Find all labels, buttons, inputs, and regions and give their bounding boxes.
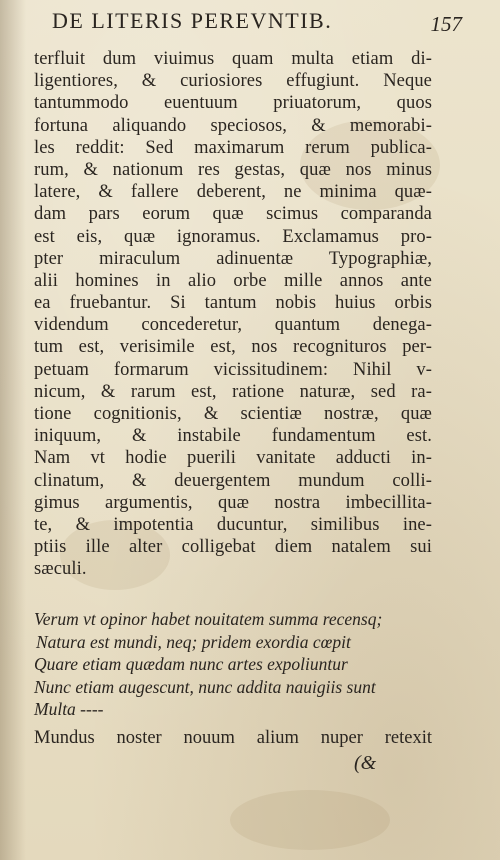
- text-line: est eis, quæ ignoramus. Exclamamus pro-: [34, 226, 432, 247]
- text-line: dam pars eorum quæ scimus comparanda: [34, 204, 432, 225]
- closing-text: [34, 726, 432, 750]
- text-line: tantummodo euentuum priuatorum, quos: [34, 93, 432, 114]
- text-line: ea fruebantur. Si tantum nobis huius orbis: [34, 293, 432, 314]
- verse-line: Natura est mundi, neq; pridem exordia cœpit: [36, 631, 351, 652]
- text-line: gimus argumentis, quæ nostra imbecillita-: [34, 492, 432, 513]
- text-line: latere, & fallere deberent, ne minima quæ-: [34, 182, 432, 203]
- text-line: petuam formarum vicissitudinem: Nihil v-: [34, 359, 432, 380]
- verse-line: Multa ----: [34, 699, 104, 719]
- text-line: fortuna aliquando speciosos, & memorabi-: [34, 115, 432, 136]
- text-line: pter miraculum adinuentæ Typographiæ,: [34, 248, 432, 269]
- text-line: tione cognitionis, & scientiæ nostræ, quæ: [34, 404, 432, 424]
- text-line: les reddit: Sed maximarum rerum publica-: [34, 137, 432, 158]
- text-line: tum est, verisimile est, nos recognituros per-: [34, 337, 432, 358]
- running-head: DE LITERIS PEREVNTIB.: [52, 8, 333, 33]
- body-text: [34, 48, 432, 581]
- paper-stain: [230, 790, 390, 850]
- verse-line: Verum vt opinor habet nouitatem summa recensq;: [34, 609, 383, 629]
- gutter-shadow: [0, 0, 26, 860]
- text-line: ptiis ille alter colligebat diem natalem sui: [34, 537, 432, 558]
- page-header: [52, 8, 462, 42]
- verse-line: Nunc etiam augescunt, nunc addita nauigiis sunt: [34, 676, 376, 697]
- text-line: sæculi.: [34, 559, 87, 580]
- text-line: terfluit dum viuimus quam multa etiam di-: [34, 49, 432, 69]
- text-line: videndum concederetur, quantum denega-: [34, 315, 432, 336]
- text-line: Nam vt hodie puerili vanitate adducti in-: [34, 448, 432, 469]
- text-line: nicum, & rarum est, ratione naturæ, sed ra-: [34, 381, 432, 402]
- text-line: te, & impotentia ducuntur, similibus ine-: [34, 514, 432, 535]
- page-number: 157: [430, 12, 462, 36]
- verse-line: Quare etiam quædam nunc artes expoliuntur: [34, 654, 348, 674]
- text-line: ligentiores, & curiosiores effugiunt. Neque: [34, 71, 432, 92]
- text-line: iniquum, & instabile fundamentum est.: [34, 426, 432, 447]
- catchword: (&: [354, 752, 377, 774]
- verse-quotation: [34, 608, 414, 721]
- text-line: rum, & nationum res gestas, quæ nos minus: [34, 159, 432, 180]
- closing-line: Mundus noster nouum alium nuper retexit: [34, 728, 432, 748]
- text-line: clinatum, & deuergentem mundum colli-: [34, 470, 432, 491]
- text-line: alii homines in alio orbe mille annos ante: [34, 270, 432, 291]
